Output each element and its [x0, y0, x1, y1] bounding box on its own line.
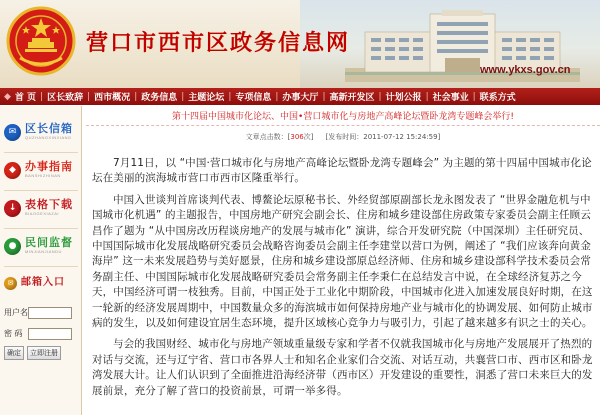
- sidebar-item-label: 表格下载: [25, 198, 73, 211]
- mailbox-icon: ✉: [4, 277, 17, 290]
- article-meta: [86, 128, 600, 146]
- nav-bullet-icon: ◆: [4, 91, 11, 102]
- nav-separator: |: [181, 91, 185, 102]
- sidebar-item-mayor-mailbox[interactable]: [4, 118, 78, 146]
- nav-separator: |: [472, 91, 476, 102]
- nav-separator: |: [425, 91, 429, 102]
- nav-item-special-info[interactable]: 专项信息: [235, 93, 272, 103]
- nav-item-home[interactable]: 首 页: [14, 93, 37, 103]
- supervision-icon: ●: [4, 238, 21, 255]
- sidebar-divider: [4, 228, 78, 229]
- date-suffix: ]: [437, 133, 441, 141]
- article-header: [86, 106, 600, 126]
- sidebar-item-label: 办事指南: [25, 160, 73, 173]
- sidebar-item-pinyin: BIAOGEXIAZAI: [25, 211, 60, 216]
- article-title: 第十四届中国城市化论坛、中国•营口城市化与房地产高峰论坛暨卧龙湾专题峰会举行!: [172, 112, 514, 122]
- sidebar-item-form-download[interactable]: [4, 194, 78, 222]
- article-panel: [86, 106, 600, 415]
- password-input[interactable]: [28, 328, 72, 340]
- views-suffix: 次]: [303, 133, 314, 141]
- sidebar-item-pinyin: BANSHIZHINAN: [25, 173, 61, 178]
- left-sidebar: [0, 106, 82, 415]
- main-nav: [0, 88, 600, 105]
- article-body: [92, 156, 596, 405]
- register-button[interactable]: 立即注册: [27, 346, 61, 360]
- sidebar-item-service-guide[interactable]: [4, 156, 78, 184]
- site-url[interactable]: www.ykxs.gov.cn: [480, 64, 571, 76]
- sidebar-item-label: 民间监督: [25, 236, 73, 249]
- username-label: 用户名: [4, 308, 28, 317]
- username-input[interactable]: [28, 307, 72, 319]
- sidebar-item-label: 区长信箱: [25, 122, 73, 135]
- guide-icon: ◆: [4, 162, 21, 179]
- sidebar-divider: [4, 152, 78, 153]
- confirm-button[interactable]: 确定: [4, 346, 24, 360]
- nav-item-social-affairs[interactable]: 社会事业: [432, 93, 469, 103]
- nav-item-plan-bulletin[interactable]: 计划公报: [385, 93, 422, 103]
- mail-login-form: [4, 304, 78, 360]
- nav-item-hitech-zone[interactable]: 高新开发区: [329, 93, 375, 103]
- nav-separator: |: [40, 91, 44, 102]
- nav-item-mayor-speech[interactable]: 区长致辞: [47, 93, 84, 103]
- article-paragraph: 与会的我国财经、城市化与房地产领域重量级专家和学者不仅就我国城市化与房地产发展展开了热烈的对话与交流，还与辽宁省、营口市各界人士和知名企业家们合交流、对话互动，共襄营口市、西市区和卧龙湾发展大计。让人们认识到了全面推进沿海经济带（西市区）开发建设的重要性，洞悉了营口未来巨大的发展前景，充分了解了营口的投资前景，可谓一举多得。: [92, 338, 593, 397]
- views-count: 306: [290, 133, 304, 141]
- sidebar-divider: [4, 266, 78, 267]
- site-title: 营口市西市区政务信息网: [86, 30, 351, 56]
- nav-separator: |: [322, 91, 326, 102]
- nav-separator: |: [378, 91, 382, 102]
- nav-separator: |: [134, 91, 138, 102]
- mailbox-entry-title: 邮箱入口: [21, 277, 65, 288]
- publish-date: 2011-07-12 15:24:59: [363, 133, 438, 141]
- nav-separator: |: [87, 91, 91, 102]
- national-emblem-icon: [6, 6, 76, 76]
- date-label: [发布时间：: [325, 133, 364, 141]
- nav-item-service-hall[interactable]: 办事大厅: [282, 93, 319, 103]
- sidebar-item-public-supervision[interactable]: [4, 232, 78, 260]
- mailbox-entry-heading: [4, 269, 78, 297]
- article-paragraph: 中国入世谈判首席谈判代表、博鳌论坛原秘书长、外经贸部原副部长龙永图发表了 “世界金融危机与中国城市化机遇” 的主题报告，中国房地产研究会副会长、住房和城乡建设部住房政策专家委员会副主任顾云昌作了题为 “从中国房改历程谈房地产的发展与城市化” 演讲，综合开发研究院（中国深圳）主任研究员、中国国际城市化发展战略研究委员会战略咨询委员会副主任李建堂以营口为例，阐述了 “我们应该奔向黄金海岸” 这一未来发展趋势与美好愿景，住房和城乡建设部原总经济师、住房和城乡建设部科学技术委员会常务副主任、中国国际城市化发展战略研究委员会常务副主任李秉仁在总结发言中说，在全球经济复苏之今天，中国经济可谓一枝独秀。目前，中国正处于工业化中期阶段，中国城市化进入加速发展良好时期，在这一轮新的经济发展周期中，中国数量众多的海滨城市如何保持房地产业与城市化的协调发展、如何防止城市病的发生，以及如何建设宜居生态环境，提升区域核心竞争力与吸引力，引起了越来越多有识之士的关心。: [92, 193, 593, 330]
- nav-item-overview[interactable]: 西市概况: [94, 93, 131, 103]
- sidebar-item-pinyin: MINJIANJIANDU: [25, 249, 62, 254]
- article-paragraph: 7月11日，以 “中国·营口城市化与房地产高峰论坛暨卧龙湾专题峰会” 为主题的第十四届中国城市化论坛在美丽的滨海城市营口市西市区隆重举行。: [92, 157, 592, 185]
- mail-icon: ✉: [4, 124, 21, 141]
- nav-item-contact[interactable]: 联系方式: [479, 93, 516, 103]
- views-label: 文章点击数：[: [245, 133, 291, 141]
- nav-separator: |: [228, 91, 232, 102]
- header-banner: [0, 0, 600, 88]
- nav-item-government-info[interactable]: 政务信息: [141, 93, 178, 103]
- sidebar-item-pinyin: QUZHANGXINXIANG: [25, 135, 72, 140]
- nav-separator: |: [275, 91, 279, 102]
- sidebar-divider: [4, 190, 78, 191]
- password-label: 密 码: [4, 329, 23, 338]
- download-icon: ↓: [4, 200, 21, 217]
- nav-item-forum[interactable]: 主题论坛: [188, 93, 225, 103]
